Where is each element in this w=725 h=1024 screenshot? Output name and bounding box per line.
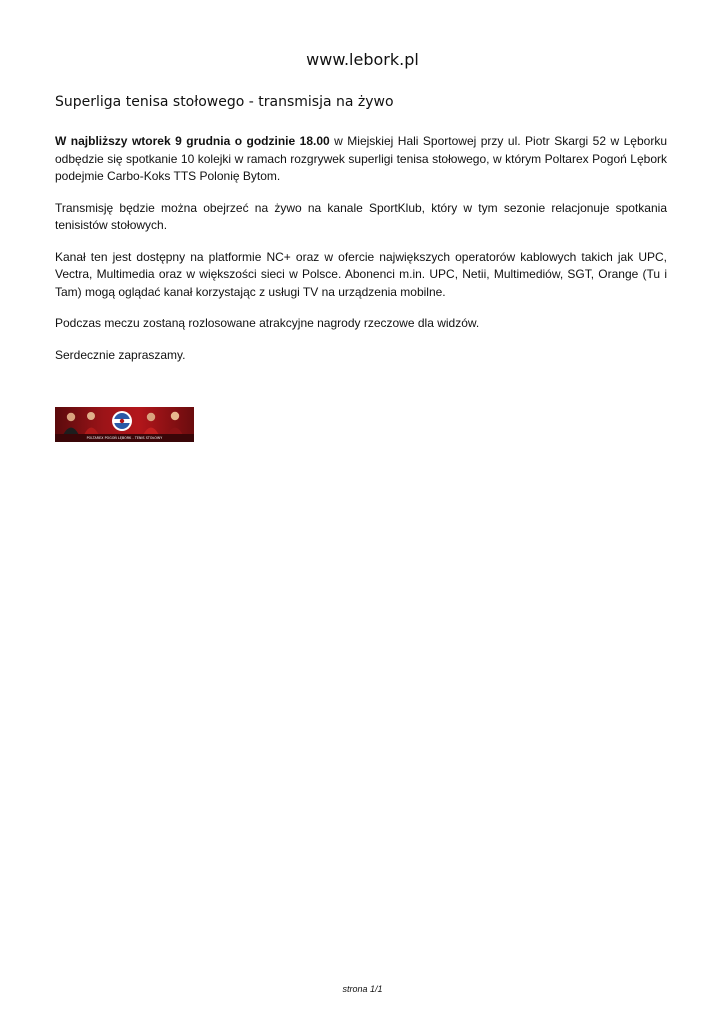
paragraph-broadcast: Transmisję będzie można obejrzeć na żywo na kanale SportKlub, który w tym sezonie relacjonuje spotkania tenisistów stołowych. [55, 200, 667, 232]
paragraph-invitation: Serdecznie zapraszamy. [55, 347, 186, 362]
event-date-highlight: W najbliższy wtorek 9 grudnia o godzinie 18.00 [55, 134, 330, 148]
paragraph-event-info [55, 133, 667, 186]
page-number: strona 1/1 [342, 984, 383, 994]
site-header: www.lebork.pl [306, 50, 419, 69]
banner-caption: POLTAREX POGOŃ LĘBORK - TENIS STOŁOWY [86, 436, 163, 440]
paragraph-availability: Kanał ten jest dostępny na platformie NC+ oraz w ofercie największych operatorów kablowych takich jak UPC, Vectra, Multimedia oraz w większości sieci w Polsce. Abonenci m.in. UPC, Netii, Multimediów, SGT, Orange (Tu i Tam) mogą oglądać kanał korzystając z usługi TV na urządzenia mobilne. [55, 249, 667, 299]
article-body [55, 133, 667, 378]
paragraph-prizes: Podczas meczu zostaną rozlosowane atrakcyjne nagrody rzeczowe dla widzów. [55, 316, 480, 330]
event-details: w Miejskiej Hali Sportowej przy ul. Piotr Skargi 52 w Lęborku odbędzie się spotkanie 10 kolejki w ramach rozgrywek superligi tenisa stołowego, w którym Poltarex Pogoń Lębork podejmie Carbo-Koks TTS Polonię Bytom. [55, 134, 667, 183]
article-title: Superliga tenisa stołowego - transmisja na żywo [55, 94, 394, 110]
team-banner-image [55, 407, 194, 442]
